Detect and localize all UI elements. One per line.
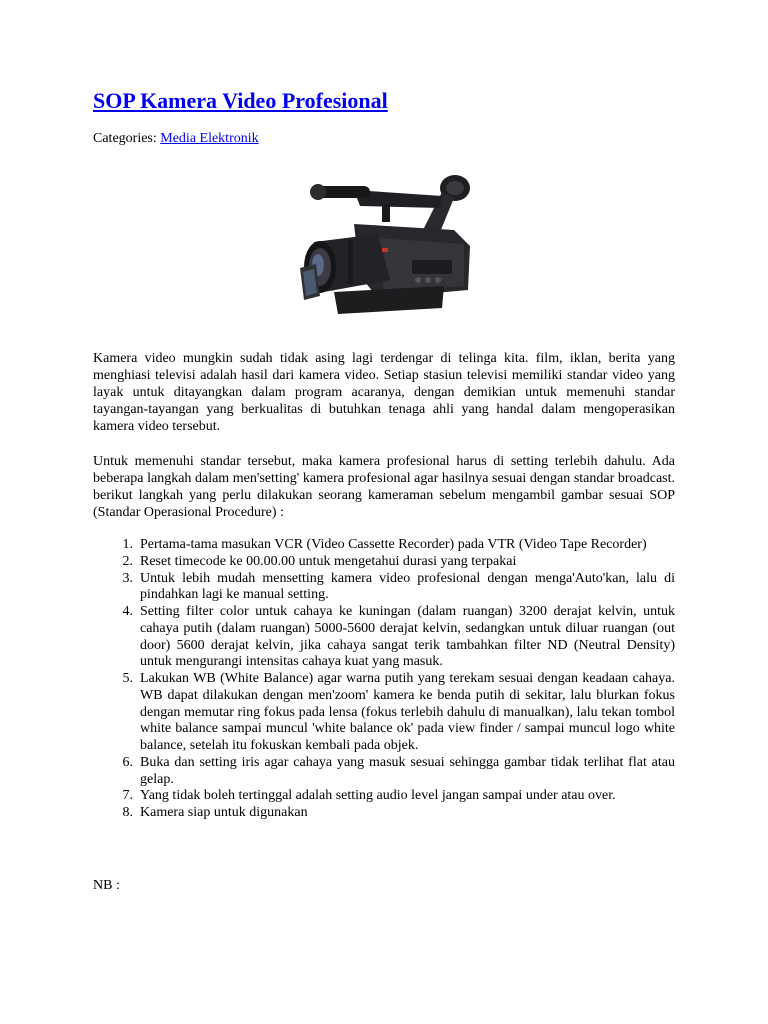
- list-item: [93, 554, 675, 571]
- list-item: [93, 571, 675, 605]
- video-camera-icon: [294, 168, 482, 318]
- nb-note: NB :: [93, 878, 120, 893]
- step-text: Lakukan WB (White Balance) agar warna putih yang terekam sesuai dengan keadaan cahaya. WB dapat dilakukan dengan men'zoom' kamera ke benda putih di sekitar, lalu blurkan fokus dengan memutar ring fokus pada lensa (fokus terlebih dahulu di manualkan), lalu tekan tombol white balance sampai muncul 'white balance ok' pada view finder / sampai muncul logo white balance, setelah itu fokuskan kembali pada objek.: [140, 671, 675, 753]
- step-text: Buka dan setting iris agar cahaya yang masuk sesuai sehingga gambar tidak terlihat flat atau gelap.: [140, 754, 675, 787]
- step-number: 5.: [122, 671, 133, 686]
- steps-list: [93, 537, 675, 822]
- categories-line: [93, 130, 259, 148]
- step-number: 7.: [122, 788, 133, 804]
- list-item: [93, 755, 675, 789]
- step-text: Yang tidak boleh tertinggal adalah setting audio level jangan sampai under atau over.: [140, 788, 616, 804]
- step-text: Kamera siap untuk digunakan: [140, 805, 308, 820]
- list-item: [93, 788, 675, 805]
- step-number: 2.: [122, 553, 133, 569]
- step-number: 4.: [122, 604, 133, 619]
- step-text: Untuk lebih mudah mensetting kamera video profesional dengan menga'Auto'kan, lalu di pindahkan lagi ke manual setting.: [140, 570, 675, 603]
- step-text: Pertama-tama masukan VCR (Video Cassette Recorder) pada VTR (Video Tape Recorder): [140, 537, 647, 552]
- categories-label: Categories:: [93, 131, 157, 146]
- sop-paragraph: Untuk memenuhi standar tersebut, maka kamera profesional harus di setting terlebih dahulu. Ada beberapa langkah dalam men'setting' kamera profesional agar hasilnya sesuai dengan standar broadcast. berikut langkah yang perlu dilakukan seorang kameraman sebelum mengambil gambar sesuai SOP (Standar Operasional Procedure) :: [93, 454, 675, 520]
- list-item: [93, 604, 675, 671]
- list-item: [93, 805, 675, 822]
- step-number: 6.: [122, 754, 133, 770]
- list-item: [93, 671, 675, 755]
- page-title[interactable]: SOP Kamera Video Profesional: [93, 88, 388, 113]
- step-text: Reset timecode ke 00.00.00 untuk mengetahui durasi yang terpakai: [140, 553, 517, 569]
- step-text: Setting filter color untuk cahaya ke kuningan (dalam ruangan) 3200 derajat kelvin, untuk cahaya putih (dalam ruangan) 5000-5600 derajat kelvin, sedangkan untuk diluar ruangan (out door) 5600 derajat kelvin, jika cahaya sangat terik tambahkan filter ND (Neutral Density) untuk mengurangi intensitas cahaya kuat yang masuk.: [140, 604, 675, 670]
- intro-paragraph: Kamera video mungkin sudah tidak asing lagi terdengar di telinga kita. film, iklan, berita yang menghiasi televisi adalah hasil dari kamera video. Setiap stasiun televisi memiliki standar video yang layak untuk ditayangkan dalam program acaranya, dengan demikian untuk memenuhi standar tayangan-tayangan yang berkualitas di butuhkan tenaga ahli yang handal dalam mengoperasikan kamera video tersebut.: [93, 351, 675, 434]
- step-number: 1.: [122, 537, 133, 552]
- category-link[interactable]: Media Elektronik: [160, 131, 259, 146]
- step-number: 3.: [122, 570, 133, 586]
- list-item: [93, 537, 675, 554]
- step-number: 8.: [122, 805, 133, 820]
